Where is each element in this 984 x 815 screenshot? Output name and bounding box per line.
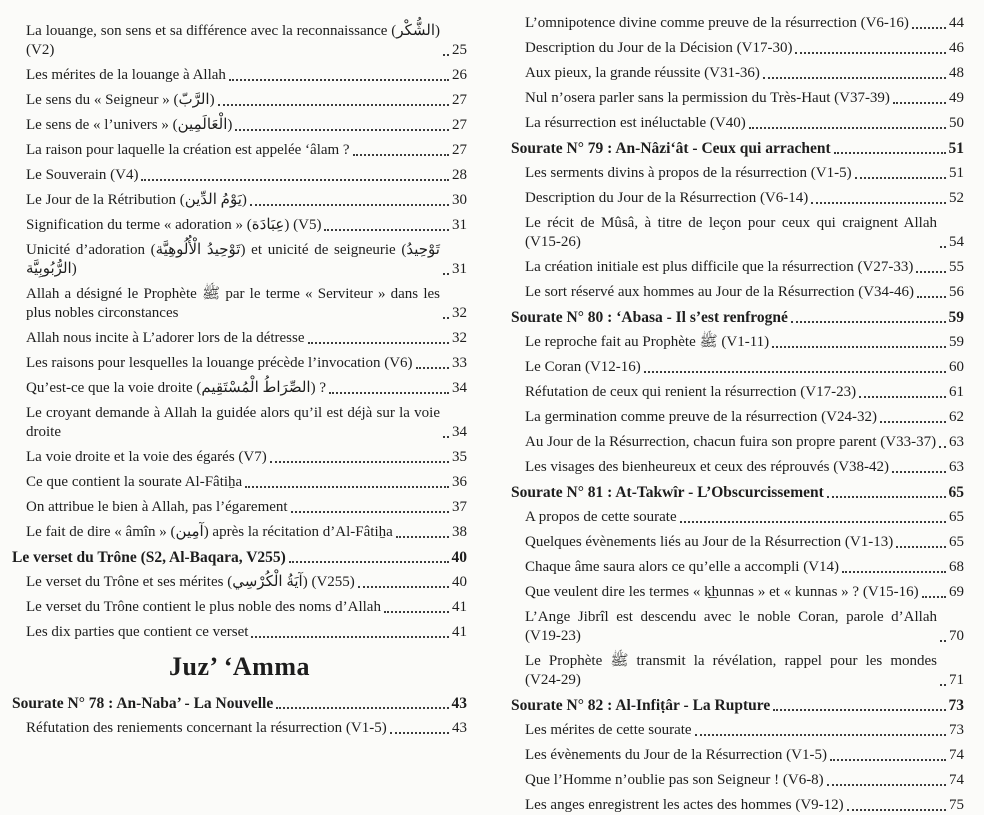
toc-entry	[511, 283, 964, 302]
page-number: 32	[452, 305, 467, 321]
toc-entry	[12, 354, 467, 373]
dot-leader	[834, 152, 946, 154]
toc-entry	[511, 214, 964, 252]
toc-entry	[511, 64, 964, 83]
toc-entry-text: Le fait de dire « âmîn » (آمِين) après la récitation d’Al-Fâtiẖa	[26, 524, 393, 540]
toc-entry	[511, 746, 964, 765]
toc-entry-text: La louange, son sens et sa différence avec la reconnaissance (الشُّكْر) (V2)	[26, 23, 440, 58]
toc-entry	[12, 448, 467, 467]
dot-leader	[443, 317, 449, 319]
toc-entry-text: Allah nous incite à L’adorer lors de la détresse	[26, 330, 305, 346]
toc-entry	[511, 164, 964, 183]
page-number: 51	[949, 165, 964, 181]
toc-entry-text: Les mérites de cette sourate	[525, 722, 692, 738]
toc-entry	[12, 694, 467, 713]
page-number: 49	[949, 90, 964, 106]
toc-entry-text: La création initiale est plus difficile que la résurrection (V27-33)	[525, 259, 914, 275]
dot-leader	[251, 636, 449, 638]
toc-entry-text: Chaque âme saura alors ce qu’elle a accompli (V14)	[525, 559, 840, 575]
page-number: 46	[949, 40, 964, 56]
toc-entry	[511, 696, 964, 715]
dot-leader	[416, 367, 449, 369]
toc-entry-text: L’omnipotence divine comme preuve de la résurrection (V6-16)	[525, 15, 909, 31]
toc-entry-text: Les serments divins à propos de la résurrection (V1-5)	[525, 165, 852, 181]
toc-entry	[511, 189, 964, 208]
dot-leader	[791, 321, 946, 323]
dot-leader	[922, 596, 946, 598]
toc-entry-text: Réfutation des reniements concernant la résurrection (V1-5)	[26, 720, 387, 736]
toc-entry	[511, 333, 964, 352]
toc-entry-text: Nul n’osera parler sans la permission du Très-Haut (V37-39)	[525, 90, 890, 106]
toc-entry	[511, 608, 964, 646]
page-number: 36	[452, 474, 467, 490]
dot-leader	[324, 229, 449, 231]
toc-entry-text: Le sens du « Seigneur » (الرَّبّ)	[26, 92, 215, 108]
page-number: 73	[949, 722, 964, 738]
dot-leader	[896, 546, 946, 548]
toc-column-left	[12, 14, 467, 749]
toc-entry-text: Sourate N° 80 : ‘Abasa - Il s’est renfrogné	[511, 309, 788, 326]
page-number: 27	[452, 92, 467, 108]
page-number: 25	[452, 42, 467, 58]
dot-leader	[855, 177, 946, 179]
page-number: 35	[452, 449, 467, 465]
dot-leader	[443, 436, 449, 438]
toc-entry-text: Aux pieux, la grande réussite (V31-36)	[525, 65, 760, 81]
toc-entry	[12, 719, 467, 738]
dot-leader	[141, 179, 449, 181]
toc-entry-text: On attribue le bien à Allah, pas l’égarement	[26, 499, 288, 515]
toc-entry	[511, 89, 964, 108]
toc-entry	[511, 39, 964, 58]
toc-column-right	[511, 14, 964, 813]
toc-entry	[12, 523, 467, 542]
toc-entry-text: La voie droite et la voie des égarés (V7)	[26, 449, 267, 465]
toc-entry	[511, 14, 964, 33]
page-number: 52	[949, 190, 964, 206]
page-number: 40	[451, 549, 467, 566]
page-number: 43	[451, 695, 467, 712]
page-number: 59	[948, 309, 964, 326]
dot-leader	[353, 154, 449, 156]
toc-entry	[12, 329, 467, 348]
page-number: 69	[949, 584, 964, 600]
toc-entry	[12, 116, 467, 135]
toc-entry	[12, 22, 467, 60]
page-number: 74	[949, 772, 964, 788]
page-number: 41	[452, 624, 467, 640]
page-number: 75	[949, 797, 964, 813]
toc-entry-text: Le récit de Mûsâ, à titre de leçon pour ceux qui craignent Allah (V15-26)	[525, 215, 937, 250]
toc-entry	[511, 458, 964, 477]
toc-entry-text: Les raisons pour lesquelles la louange précède l’invocation (V6)	[26, 355, 413, 371]
page-number: 60	[949, 359, 964, 375]
dot-leader	[229, 79, 449, 81]
toc-entry-text: Qu’est-ce que la voie droite (الصِّرَاطُ الْمُسْتَقِيم) ?	[26, 380, 326, 396]
toc-entry-text: A propos de cette sourate	[525, 509, 677, 525]
toc-entry	[12, 598, 467, 617]
dot-leader	[329, 392, 449, 394]
dot-leader	[270, 461, 449, 463]
toc-entry	[511, 771, 964, 790]
dot-leader	[811, 202, 946, 204]
toc-entry	[511, 483, 964, 502]
dot-leader	[842, 571, 946, 573]
dot-leader	[250, 204, 449, 206]
page-number: 55	[949, 259, 964, 275]
toc-entry-text: Le Coran (V12-16)	[525, 359, 641, 375]
dot-leader	[218, 104, 449, 106]
dot-leader	[916, 271, 946, 273]
toc-entry-text: L’Ange Jibrîl est descendu avec le noble Coran, parole d’Allah (V19-23)	[525, 609, 937, 644]
dot-leader	[892, 471, 946, 473]
page-number: 43	[452, 720, 467, 736]
toc-entry-text: Les dix parties que contient ce verset	[26, 624, 249, 640]
page-number: 26	[452, 67, 467, 83]
dot-leader	[358, 586, 449, 588]
page-number: 59	[949, 334, 964, 350]
toc-entry-text: Le croyant demande à Allah la guidée alors qu’il est déjà sur la voie droite	[26, 405, 440, 440]
page-number: 62	[949, 409, 964, 425]
toc-entry	[511, 583, 964, 602]
toc-entry	[511, 433, 964, 452]
dot-leader	[396, 536, 449, 538]
toc-entry-text: Le verset du Trône contient le plus noble des noms d’Allah	[26, 599, 381, 615]
dot-leader	[695, 734, 946, 736]
toc-entry	[12, 498, 467, 517]
dot-leader	[893, 102, 946, 104]
dot-leader	[830, 759, 946, 761]
toc-entry	[511, 114, 964, 133]
toc-entry	[12, 166, 467, 185]
toc-entry-text: Le sens de « l’univers » (الْعَالَمِين)	[26, 117, 233, 133]
dot-leader	[940, 246, 946, 248]
toc-entry-text: Sourate N° 82 : Al-Infiṭâr - La Rupture	[511, 697, 771, 714]
toc-entry	[12, 573, 467, 592]
toc-entry	[511, 558, 964, 577]
toc-entry-text: Sourate N° 78 : An-Naba’ - La Nouvelle	[12, 695, 274, 712]
page-number: 63	[949, 459, 964, 475]
page-number: 40	[452, 574, 467, 590]
toc-entry-text: Le Souverain (V4)	[26, 167, 139, 183]
toc-entry-text: La raison pour laquelle la création est appelée ‘âlam ?	[26, 142, 350, 158]
toc-entry-text: Que veulent dire les termes « k͟hunnas » et « kunnas » ? (V15-16)	[525, 584, 919, 600]
toc-entry-text: Ce que contient la sourate Al-Fâtiẖa	[26, 474, 243, 490]
page-number: 38	[452, 524, 467, 540]
toc-entry-text: Unicité d’adoration (تَوْحِيدُ الْأُلُوهِيَّة) et unicité de seigneurie (تَوْحِيدُ الرُّبُوبِيَّة)	[26, 242, 440, 277]
toc-entry	[511, 721, 964, 740]
dot-leader	[763, 77, 946, 79]
toc-entry-text: La germination comme preuve de la résurrection (V24-32)	[525, 409, 877, 425]
toc-entry	[511, 308, 964, 327]
toc-entry	[12, 191, 467, 210]
toc-entry-text: Les évènements du Jour de la Résurrection (V1-5)	[525, 747, 827, 763]
toc-entry-text: Quelques évènements liés au Jour de la Résurrection (V1-13)	[525, 534, 894, 550]
page-number: 51	[948, 140, 964, 157]
dot-leader	[859, 396, 946, 398]
juz-amma-heading: Juz’ ‘Amma	[169, 652, 310, 681]
toc-entry	[511, 796, 964, 815]
toc-entry-text: Réfutation de ceux qui renient la résurrection (V17-23)	[525, 384, 857, 400]
dot-leader	[291, 511, 449, 513]
page-number: 34	[452, 424, 467, 440]
toc-entry-text: Le reproche fait au Prophète ﷺ (V1-11)	[525, 334, 770, 350]
page-number: 65	[948, 484, 964, 501]
dot-leader	[680, 521, 946, 523]
dot-leader	[276, 707, 448, 709]
page-number: 56	[949, 284, 964, 300]
toc-entry-text: Signification du terme « adoration » (عِبَادَة) (V5)	[26, 217, 322, 233]
toc-entry	[12, 473, 467, 492]
toc-entry-text: Description du Jour de la Décision (V17-30)	[525, 40, 793, 56]
toc-entry	[511, 383, 964, 402]
page-number: 48	[949, 65, 964, 81]
page-number: 65	[949, 534, 964, 550]
toc-entry	[12, 548, 467, 567]
toc-entry	[12, 66, 467, 85]
toc-entry	[511, 139, 964, 158]
dot-leader	[827, 496, 946, 498]
dot-leader	[308, 342, 449, 344]
toc-entry	[12, 379, 467, 398]
toc-entry-text: Que l’Homme n’oublie pas son Seigneur ! (V6-8)	[525, 772, 824, 788]
page-number: 61	[949, 384, 964, 400]
dot-leader	[773, 709, 945, 711]
page-number: 31	[452, 261, 467, 277]
page-number: 31	[452, 217, 467, 233]
toc-entry-text: Le verset du Trône (S2, Al-Baqara, V255)	[12, 549, 286, 566]
dot-leader	[384, 611, 449, 613]
toc-entry	[511, 652, 964, 690]
page-number: 34	[452, 380, 467, 396]
page-number: 65	[949, 509, 964, 525]
dot-leader	[847, 809, 946, 811]
toc-entry-text: Les mérites de la louange à Allah	[26, 67, 226, 83]
page-number: 41	[452, 599, 467, 615]
dot-leader	[939, 446, 946, 448]
toc-entry	[511, 358, 964, 377]
toc-entry-text: Le sort réservé aux hommes au Jour de la Résurrection (V34-46)	[525, 284, 915, 300]
page-number: 54	[949, 234, 964, 250]
dot-leader	[917, 296, 946, 298]
page-number: 68	[949, 559, 964, 575]
dot-leader	[390, 732, 449, 734]
toc-entry-text: La résurrection est inéluctable (V40)	[525, 115, 746, 131]
dot-leader	[443, 273, 449, 275]
toc-entry	[511, 508, 964, 527]
page-number: 30	[452, 192, 467, 208]
toc-entry-text: Allah a désigné le Prophète ﷺ par le terme « Serviteur » dans les plus nobles circonstances	[26, 286, 441, 321]
page-number: 37	[452, 499, 467, 515]
toc-entry-text: Les visages des bienheureux et ceux des réprouvés (V38-42)	[525, 459, 890, 475]
toc-entry-text: Sourate N° 81 : At-Takwîr - L’Obscurcissement	[511, 484, 824, 501]
toc-entry	[12, 404, 467, 442]
toc-entry-text: Les anges enregistrent les actes des hommes (V9-12)	[525, 797, 844, 813]
page-number: 28	[452, 167, 467, 183]
dot-leader	[443, 54, 449, 56]
toc-entry-text: Le Jour de la Rétribution (يَوْمُ الدِّين)	[26, 192, 247, 208]
page-number: 71	[949, 672, 964, 688]
dot-leader	[795, 52, 946, 54]
dot-leader	[827, 784, 946, 786]
toc-entry	[12, 623, 467, 642]
toc-entry	[12, 141, 467, 160]
toc-entry-text: Description du Jour de la Résurrection (V6-14)	[525, 190, 809, 206]
dot-leader	[289, 561, 449, 563]
toc-entry	[12, 91, 467, 110]
page-number: 33	[452, 355, 467, 371]
dot-leader	[749, 127, 946, 129]
page-number: 74	[949, 747, 964, 763]
dot-leader	[880, 421, 946, 423]
page-number: 44	[949, 15, 964, 31]
toc-entry	[511, 533, 964, 552]
page-number: 27	[452, 117, 467, 133]
dot-leader	[235, 129, 449, 131]
page-number: 27	[452, 142, 467, 158]
toc-entry-text: Le verset du Trône et ses mérites (آيَةُ الْكُرْسِي) (V255)	[26, 574, 355, 590]
toc-entry	[511, 258, 964, 277]
dot-leader	[912, 27, 946, 29]
dot-leader	[940, 640, 946, 642]
toc-entry-text: Sourate N° 79 : An-Nâzi‘ât - Ceux qui arrachent	[511, 140, 831, 157]
toc-entry	[12, 216, 467, 235]
toc-entry	[12, 285, 467, 323]
dot-leader	[940, 684, 946, 686]
toc-entry-text: Le Prophète ﷺ transmit la révélation, rappel pour les mondes (V24-29)	[525, 653, 938, 688]
page-number: 73	[948, 697, 964, 714]
toc-entry	[511, 408, 964, 427]
page-number: 32	[452, 330, 467, 346]
dot-leader	[245, 486, 449, 488]
toc-entry	[12, 241, 467, 279]
page-number: 50	[949, 115, 964, 131]
page-number: 70	[949, 628, 964, 644]
dot-leader	[644, 371, 946, 373]
toc-entry-text: Au Jour de la Résurrection, chacun fuira son propre parent (V33-37)	[525, 434, 937, 450]
dot-leader	[772, 346, 946, 348]
page-number: 63	[949, 434, 964, 450]
